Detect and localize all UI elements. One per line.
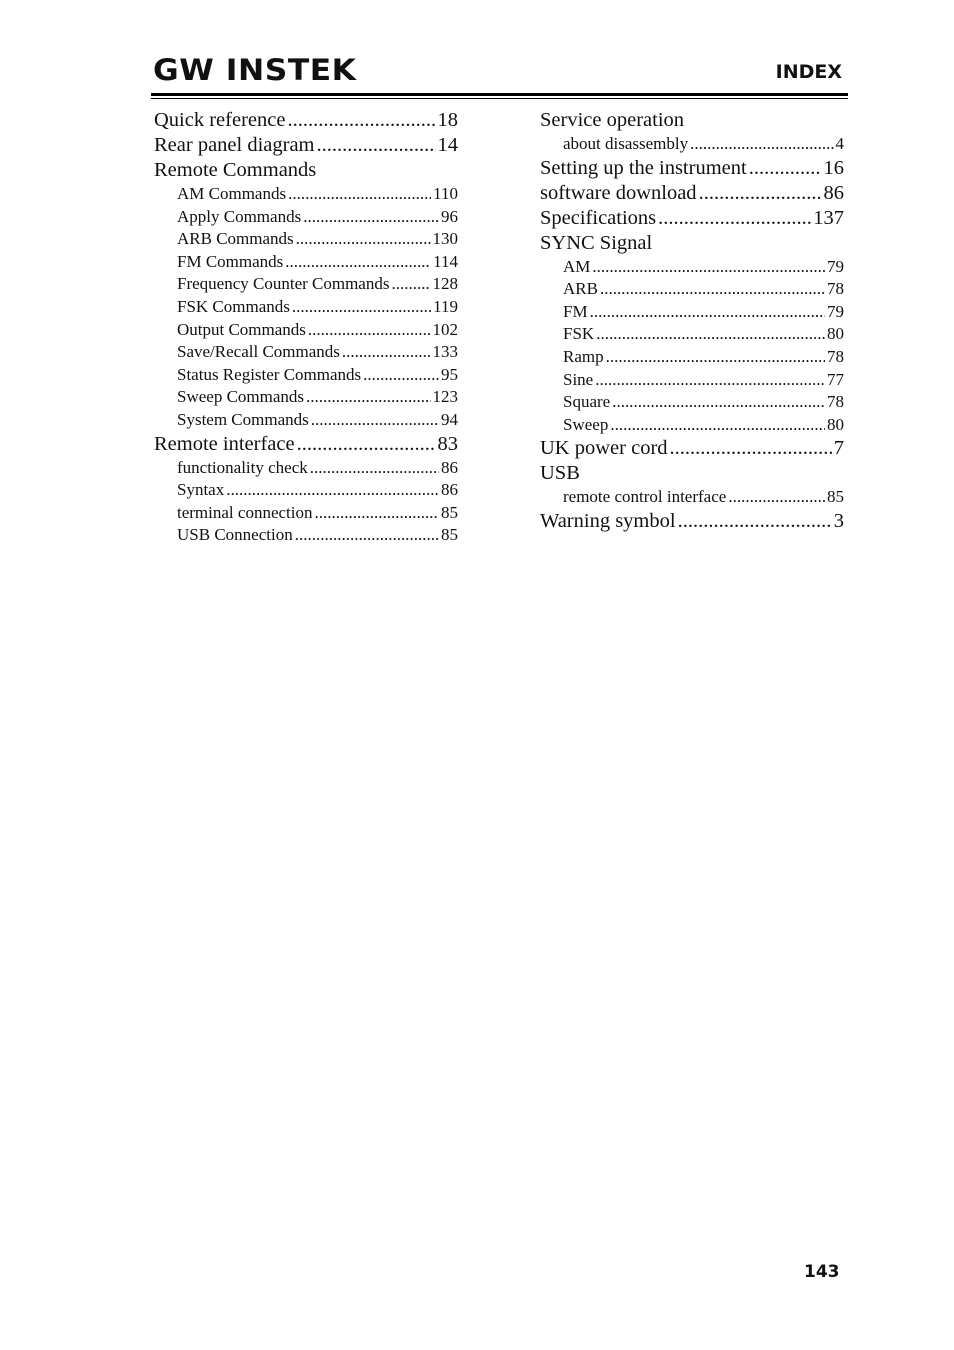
index-page-number: 123: [432, 387, 458, 407]
index-subentry: [540, 414, 844, 437]
dot-leader: [306, 386, 430, 409]
dot-leader: [363, 364, 439, 387]
index-term: Rear panel diagram: [154, 134, 315, 156]
index-term: Square: [563, 392, 611, 412]
index-term: Syntax: [177, 480, 225, 500]
index-subentry: [154, 386, 458, 409]
index-subentry: [154, 183, 458, 206]
dot-leader: [606, 346, 825, 369]
index-term: USB Connection: [177, 525, 293, 545]
index-entry: [540, 231, 844, 256]
dot-leader: [600, 278, 825, 301]
index-subentry: [540, 391, 844, 414]
index-term: Remote interface: [154, 432, 295, 455]
index-subentry: [540, 346, 844, 369]
dot-leader: [295, 524, 439, 547]
dot-leader: [670, 436, 832, 461]
index-term: Save/Recall Commands: [177, 342, 340, 362]
index-page-number: 133: [432, 342, 458, 362]
index-page-number: 79: [827, 256, 844, 276]
index-term: remote control interface: [563, 487, 727, 507]
index-subentry: [154, 296, 458, 319]
dot-leader: [391, 273, 430, 296]
dot-leader: [610, 414, 825, 437]
index-column-left: [154, 108, 458, 547]
dot-leader: [288, 183, 431, 206]
index-page-number: 137: [813, 206, 844, 229]
index-term: about disassembly: [563, 134, 689, 153]
index-term: USB: [540, 462, 580, 485]
index-subentry: [540, 256, 844, 279]
index-term: UK power cord: [540, 437, 668, 460]
index-entry: [154, 133, 458, 158]
index-term: FM: [563, 301, 588, 321]
index-subentry: [154, 409, 458, 432]
index-page-number: 114: [433, 251, 458, 271]
dot-leader: [592, 256, 825, 279]
index-term: Sweep: [563, 414, 609, 434]
index-subentry: [540, 369, 844, 392]
index-page-number: 130: [432, 229, 458, 249]
index-term: AM: [563, 256, 591, 276]
index-term: Warning symbol: [540, 509, 676, 532]
index-subentry: [540, 301, 844, 324]
index-entry: [540, 509, 844, 534]
index-entry: [540, 206, 844, 231]
index-term: software download: [540, 181, 697, 204]
index-page-number: 85: [827, 487, 844, 507]
index-term: ARB Commands: [177, 229, 294, 249]
index-page-number: 85: [441, 502, 458, 522]
index-page-number: 86: [441, 457, 458, 477]
index-term: FM Commands: [177, 251, 284, 271]
index-page-number: 77: [827, 369, 844, 389]
index-page-number: 3: [833, 509, 844, 532]
index-term: System Commands: [177, 409, 309, 429]
index-page-number: 80: [827, 414, 844, 434]
index-column-right: [540, 108, 844, 534]
index-subentry: [154, 228, 458, 251]
index-entry: [540, 108, 844, 133]
index-entry: [540, 181, 844, 206]
brand-logo: GW INSTEK: [153, 53, 357, 87]
dot-leader: [690, 133, 833, 156]
index-subentry: [154, 364, 458, 387]
section-title: INDEX: [775, 61, 842, 83]
index-term: Remote Commands: [154, 159, 317, 181]
index-term: functionality check: [177, 457, 308, 477]
dot-leader: [310, 457, 439, 480]
index-page-number: 4: [835, 134, 844, 153]
dot-leader: [342, 341, 431, 364]
index-entry: [154, 432, 458, 457]
dot-leader: [292, 296, 431, 319]
index-term: Service operation: [540, 109, 685, 131]
index-subentry: [540, 323, 844, 346]
index-page-number: 94: [441, 409, 458, 429]
dot-leader: [590, 301, 825, 324]
index-page-number: 96: [441, 206, 458, 226]
dot-leader: [303, 206, 439, 229]
index-page-number: 95: [441, 364, 458, 384]
index-subentry: [154, 319, 458, 342]
index-subentry: [154, 251, 458, 274]
index-page-number: 85: [441, 525, 458, 545]
index-term: FSK: [563, 324, 595, 344]
dot-leader: [297, 432, 436, 457]
index-term: SYNC Signal: [540, 231, 653, 254]
dot-leader: [612, 391, 825, 414]
index-subentry: [540, 486, 844, 509]
index-page-number: 86: [441, 480, 458, 500]
dot-leader: [287, 108, 435, 133]
index-term: Specifications: [540, 206, 657, 229]
page-number: 143: [804, 1262, 840, 1282]
index-term: Frequency Counter Commands: [177, 274, 390, 294]
index-page-number: 110: [433, 184, 458, 203]
index-subentry: [154, 206, 458, 229]
index-entry: [154, 158, 458, 183]
index-term: Setting up the instrument: [540, 156, 747, 179]
index-subentry: [154, 341, 458, 364]
index-subentry: [154, 524, 458, 547]
index-page-number: 119: [433, 296, 458, 316]
index-term: AM Commands: [177, 184, 287, 203]
index-page-number: 16: [823, 156, 844, 179]
index-page-number: 7: [833, 437, 844, 460]
dot-leader: [226, 479, 439, 502]
index-page-number: 102: [432, 319, 458, 339]
index-term: terminal connection: [177, 502, 313, 522]
index-term: Sine: [563, 369, 594, 389]
index-entry: [540, 461, 844, 486]
index-page-number: 78: [827, 279, 844, 299]
index-page-number: 128: [432, 274, 458, 294]
index-subentry: [154, 273, 458, 296]
index-page-number: 78: [827, 392, 844, 412]
index-page-number: 14: [437, 134, 458, 156]
header-rule-thick: [151, 93, 848, 96]
index-page-number: 79: [827, 301, 844, 321]
index-term: Ramp: [563, 346, 604, 366]
index-subentry: [154, 457, 458, 480]
dot-leader: [728, 486, 825, 509]
index-entry: [540, 436, 844, 461]
index-term: FSK Commands: [177, 296, 290, 316]
dot-leader: [595, 369, 825, 392]
index-page-number: 80: [827, 324, 844, 344]
index-subentry: [154, 502, 458, 525]
index-term: Quick reference: [154, 109, 286, 131]
index-page-number: 18: [437, 109, 458, 131]
index-page-number: 83: [437, 432, 458, 455]
index-page-number: 86: [823, 181, 844, 204]
index-subentry: [540, 133, 844, 156]
dot-leader: [308, 319, 431, 342]
index-term: Output Commands: [177, 319, 306, 339]
index-term: Status Register Commands: [177, 364, 362, 384]
index-entry: [154, 108, 458, 133]
dot-leader: [596, 323, 825, 346]
dot-leader: [296, 228, 431, 251]
index-term: ARB: [563, 279, 598, 299]
dot-leader: [658, 206, 811, 231]
index-term: Apply Commands: [177, 206, 302, 226]
dot-leader: [314, 502, 439, 525]
dot-leader: [285, 251, 431, 274]
dot-leader: [678, 509, 832, 534]
dot-leader: [317, 133, 436, 158]
dot-leader: [699, 181, 822, 206]
index-entry: [540, 156, 844, 181]
index-subentry: [540, 278, 844, 301]
index-subentry: [154, 479, 458, 502]
index-term: Sweep Commands: [177, 387, 305, 407]
index-page-number: 78: [827, 346, 844, 366]
header-rule-thin: [151, 98, 848, 99]
dot-leader: [311, 409, 439, 432]
dot-leader: [749, 156, 822, 181]
